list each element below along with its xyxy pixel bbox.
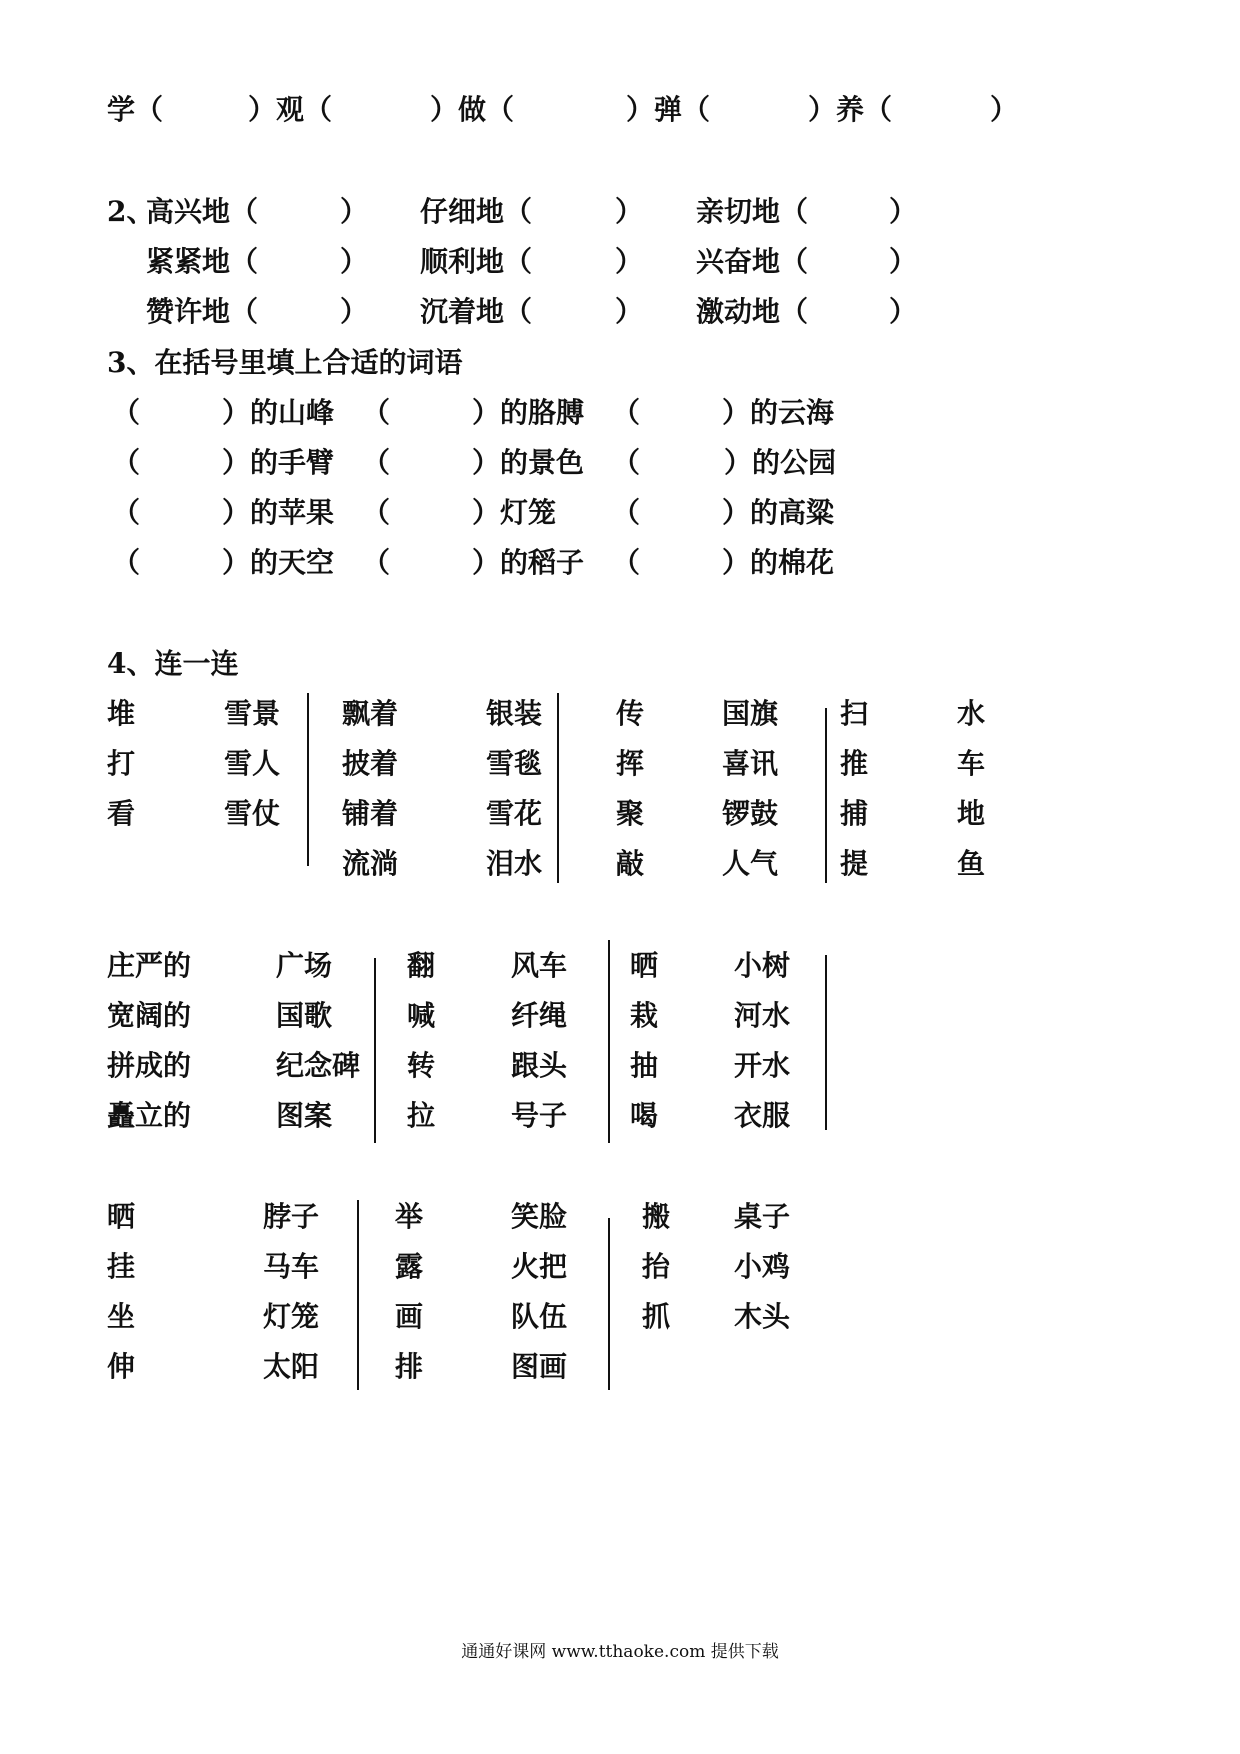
q2-word: 沉着地（: [420, 295, 533, 328]
match-left: 抬: [642, 1250, 671, 1283]
q4-title: 4、连一连: [107, 647, 239, 680]
row1-xue: 学（: [107, 93, 164, 126]
q3-open: （: [612, 546, 641, 579]
q3-open: （: [112, 396, 141, 429]
row1-yang: ）养（: [808, 93, 893, 126]
match-left: 披着: [342, 747, 399, 780]
match-left: 挂: [107, 1250, 136, 1283]
match-left: 画: [395, 1300, 424, 1333]
q3-phrase: ）的胳膊: [472, 396, 585, 429]
q2-word: 兴奋地（: [696, 245, 809, 278]
match-left: 敲: [616, 847, 645, 880]
q3-phrase: ）的稻子: [472, 546, 585, 579]
match-right: 风车: [511, 949, 568, 982]
match-right: 锣鼓: [722, 797, 779, 830]
match-right: 纪念碑: [276, 1049, 361, 1082]
q2-number: 2、: [107, 195, 155, 228]
match-left: 捕: [840, 797, 869, 830]
match-left: 伸: [107, 1350, 136, 1383]
match-right: 木头: [734, 1300, 791, 1333]
match-right: 雪景: [224, 697, 281, 730]
match-left: 矗立的: [107, 1099, 192, 1132]
match-right: 银装: [486, 697, 543, 730]
match-right: 国旗: [722, 697, 779, 730]
divider-line: [608, 940, 610, 1143]
q3-open: （: [612, 396, 641, 429]
match-right: 喜讯: [722, 747, 779, 780]
match-left: 拉: [407, 1099, 436, 1132]
match-left: 拼成的: [107, 1049, 192, 1082]
q3-phrase: ）的棉花: [722, 546, 835, 579]
match-left: 堆: [107, 697, 136, 730]
q2-close: ）: [340, 295, 369, 328]
match-left: 流淌: [342, 847, 399, 880]
q3-phrase: ）灯笼: [472, 496, 557, 529]
match-left: 喊: [407, 999, 436, 1032]
divider-line: [374, 958, 376, 1143]
q2-close: ）: [889, 195, 918, 228]
q3-phrase: ）的云海: [722, 396, 835, 429]
match-right: 开水: [734, 1049, 791, 1082]
match-right: 车: [957, 747, 986, 780]
match-right: 桌子: [734, 1200, 791, 1233]
row1-zuo: ）做（: [430, 93, 515, 126]
match-right: 队伍: [511, 1300, 568, 1333]
match-left: 举: [395, 1200, 424, 1233]
match-left: 栽: [630, 999, 659, 1032]
footer-credit: 通通好课网 www.tthaoke.com 提供下载: [461, 1642, 779, 1662]
q2-close: ）: [615, 245, 644, 278]
match-left: 搬: [642, 1200, 671, 1233]
match-left: 抽: [630, 1049, 659, 1082]
divider-line: [608, 1218, 610, 1390]
match-right: 图画: [511, 1350, 568, 1383]
q3-open: （: [112, 446, 141, 479]
q3-open: （: [362, 396, 391, 429]
match-right: 号子: [511, 1099, 568, 1132]
match-right: 图案: [276, 1099, 333, 1132]
match-right: 鱼: [957, 847, 986, 880]
match-right: 跟头: [511, 1049, 568, 1082]
match-right: 马车: [263, 1250, 320, 1283]
match-left: 打: [107, 747, 136, 780]
divider-line: [307, 693, 309, 866]
q3-phrase: ）的公园: [724, 446, 837, 479]
row1-close: ）: [990, 93, 1019, 126]
q3-phrase: ）的景色: [472, 446, 585, 479]
match-left: 飘着: [342, 697, 399, 730]
q2-word: 赞许地（: [146, 295, 259, 328]
match-left: 转: [407, 1049, 436, 1082]
match-left: 推: [840, 747, 869, 780]
q3-phrase: ）的山峰: [222, 396, 335, 429]
match-right: 地: [957, 797, 986, 830]
match-right: 灯笼: [263, 1300, 320, 1333]
row1-tan: ）弹（: [626, 93, 711, 126]
match-right: 泪水: [486, 847, 543, 880]
q2-word: 紧紧地（: [146, 245, 259, 278]
match-right: 雪仗: [224, 797, 281, 830]
q2-word: 亲切地（: [696, 195, 809, 228]
match-left: 庄严的: [107, 949, 192, 982]
match-right: 火把: [511, 1250, 568, 1283]
match-left: 抓: [642, 1300, 671, 1333]
match-left: 坐: [107, 1300, 136, 1333]
match-right: 广场: [276, 949, 333, 982]
match-right: 小树: [734, 949, 791, 982]
match-right: 小鸡: [734, 1250, 791, 1283]
q2-word: 顺利地（: [420, 245, 533, 278]
match-left: 排: [395, 1350, 424, 1383]
match-left: 提: [840, 847, 869, 880]
match-right: 纤绳: [511, 999, 568, 1032]
q3-title: 3、在括号里填上合适的词语: [107, 346, 463, 379]
row1-guan: ）观（: [248, 93, 333, 126]
q3-phrase: ）的手臂: [222, 446, 335, 479]
match-right: 雪毯: [486, 747, 543, 780]
match-right: 雪人: [224, 747, 281, 780]
match-left: 扫: [840, 697, 869, 730]
match-left: 晒: [630, 949, 659, 982]
match-left: 宽阔的: [107, 999, 192, 1032]
q2-close: ）: [340, 195, 369, 228]
match-left: 挥: [616, 747, 645, 780]
q2-close: ）: [615, 195, 644, 228]
q3-open: （: [362, 546, 391, 579]
q3-phrase: ）的苹果: [222, 496, 335, 529]
match-left: 看: [107, 797, 136, 830]
q3-open: （: [362, 446, 391, 479]
q3-open: （: [612, 496, 641, 529]
q3-open: （: [612, 446, 641, 479]
divider-line: [825, 955, 827, 1130]
match-left: 喝: [630, 1099, 659, 1132]
q3-phrase: ）的天空: [222, 546, 335, 579]
match-right: 水: [957, 697, 986, 730]
match-right: 脖子: [263, 1200, 320, 1233]
match-left: 铺着: [342, 797, 399, 830]
q2-close: ）: [889, 245, 918, 278]
q2-word: 激动地（: [696, 295, 809, 328]
match-left: 翻: [407, 949, 436, 982]
divider-line: [557, 693, 559, 883]
divider-line: [825, 708, 827, 883]
match-left: 晒: [107, 1200, 136, 1233]
match-right: 人气: [722, 847, 779, 880]
match-left: 露: [395, 1250, 424, 1283]
q3-open: （: [362, 496, 391, 529]
q2-close: ）: [340, 245, 369, 278]
match-left: 传: [616, 697, 645, 730]
divider-line: [357, 1200, 359, 1390]
match-right: 河水: [734, 999, 791, 1032]
match-right: 太阳: [263, 1350, 320, 1383]
match-right: 雪花: [486, 797, 543, 830]
q3-phrase: ）的高粱: [722, 496, 835, 529]
q2-word: 仔细地（: [420, 195, 533, 228]
q2-close: ）: [615, 295, 644, 328]
q2-close: ）: [889, 295, 918, 328]
q3-open: （: [112, 546, 141, 579]
match-right: 衣服: [734, 1099, 791, 1132]
q2-word: 高兴地（: [146, 195, 259, 228]
match-right: 国歌: [276, 999, 333, 1032]
match-right: 笑脸: [511, 1200, 568, 1233]
match-left: 聚: [616, 797, 645, 830]
q3-open: （: [112, 496, 141, 529]
